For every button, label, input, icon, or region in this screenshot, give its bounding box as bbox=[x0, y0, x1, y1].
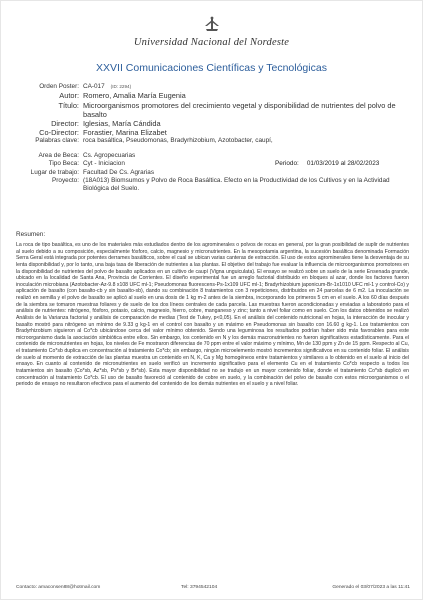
area-row bbox=[1, 152, 423, 160]
beca-type-row bbox=[1, 160, 423, 168]
director-row bbox=[1, 119, 423, 128]
co-director-value: Forastier, Marina Elizabet bbox=[83, 128, 167, 138]
director-value: Iglesias, María Cándida bbox=[83, 119, 161, 129]
resumen-label: Resumen: bbox=[16, 231, 46, 238]
project-row bbox=[1, 177, 423, 194]
university-name: Universidad Nacional del Nordeste bbox=[133, 37, 290, 48]
period bbox=[275, 160, 379, 168]
footer-generated: Generado el 03/07/2023 a las 11:41 bbox=[332, 585, 410, 590]
header bbox=[1, 1, 422, 74]
beca-type-label: Tipo Beca: bbox=[48, 160, 79, 168]
university-logo-icon bbox=[202, 15, 222, 35]
area-value: Cs. Agropecuarias bbox=[83, 151, 136, 159]
poster-id: (ID: 2294) bbox=[110, 84, 132, 89]
keywords-row bbox=[1, 137, 423, 145]
co-director-label: Co-Director: bbox=[39, 128, 79, 138]
period-value: 01/03/2019 al 28/02/2023 bbox=[306, 160, 380, 168]
project-value: (18A013) Biomsumos y Polvo de Roca Basáltica. Efecto en la Productividad de los Cultivos y en la Actividad Biológica del Suelo. bbox=[83, 177, 390, 193]
footer-tel: Tel: 3794542104 bbox=[181, 585, 218, 590]
footer-contact: Contacto: amaconsen88@hotmail.com bbox=[16, 585, 101, 590]
workplace-label: Lugar de trabajo: bbox=[30, 168, 79, 176]
order-poster-value: CA-017 bbox=[83, 83, 105, 90]
title-value: Microorganismos promotores del crecimiento vegetal y disponibilidad de nutrientes del polvo de basalto bbox=[83, 100, 396, 119]
author-label: Autor: bbox=[59, 91, 79, 101]
keywords-label: Palabras clave: bbox=[35, 137, 79, 145]
beca-type-value: Cyt - Iniciacion bbox=[83, 160, 125, 168]
area-label: Area de Beca: bbox=[38, 151, 79, 159]
keywords-value: roca basáltica, Pseudomonas, Bradyrhizobium, Azotobacter, caupí, bbox=[83, 137, 273, 145]
director-label: Director: bbox=[51, 119, 79, 129]
order-poster-label: Orden Poster: bbox=[39, 83, 79, 90]
author-row bbox=[1, 91, 423, 100]
workplace-value: Facultad De Cs. Agrarias bbox=[83, 168, 155, 176]
metadata-block bbox=[1, 83, 423, 194]
project-label: Proyecto: bbox=[52, 177, 79, 185]
title-label: Título: bbox=[58, 100, 79, 110]
resumen-text: La roca de tipo basáltica, es uno de los materiales más estudiados dentro de los agrominerales o polvos de rocas en general, por la gran posibilidad de suplir de nutrientes al suelo debido a su composición, especialmente fósforo, calcio, magnesio y micronutrientes. En la mesopotamia argentina, la sucesión basáltica denominada Formación Serra Geral está integrada por potentes derrames basálticos, sobre el cual se ubican varias canteras de extracción. El uso de estos agrominerales tiene la desventaja de su lenta disponibilidad y, por lo tanto, una baja tasa de liberación de nutrientes a las plantas. El objetivo del trabajo fue evaluar la influencia de microorganismos promotores en la disponibilidad de nutrientes del polvo de basalto aplicados en un cultivo de caupí (Vigna unguiculata). El ensayo se realizó sobre un suelo de la serie Ensenada grande, ubicado en la localidad de Santa Ana, Provincia de Corrientes. El diseño experimental fue un arreglo factorial distribuido en bloques al azar, donde los factores fueron inoculación microbiana (Azotobacter-Az-9.8 x108 UFC ml-1; Pseudomonas fluorescens-Ps-1x109 UFC ml-1; Bradyrhizobium japonicum-Br-1x1010 UFC ml-1 y control-Co) y aplicación de basalto (con basalto-cb y sin basalto-sb), dando su combinación 8 tratamientos con 3 repeticiones, distribuidos en 24 parcelas de 6 m2. La inoculación se realizó en semilla y el polvo de basalto se aplicó al suelo en una dosis de 1 kg m-2 antes de la siembra, incorporando los primeros 5 cm en el suelo. A los 60 días después de la siembra se tomaron muestras foliares y de suelo de los dos líneos centrales de cada parcela. Las muestras fueron acondicionadas y enviadas a laboratorio para el análisis de nutrientes: nitrógeno, fósforo, potasio, calcio, magnesio, hierro, cobre, manganeso y zinc; tanto a nivel foliar como en suelo. Con los datos obtenidos se realizó Análisis de la Varianza factorial y análisis de comparación de medias (Test de Tukey, p<0,05). En el análisis del contenido nutricional en hojas, la interacción de inocular y basalto mostró para nitrógeno un mínimo de 9.33 g kg-1 en el control con basalto y un máximo en Pseudomonas sin basalto con 16.60 g kg-1. Los tratamientos con Bradyrhizobium siguieron al Co*cb ubicándose cerca del valor mínimo obtenido. Siendo una leguminosa los resultados podrían haber sido más favorables para este microorganismo dada la asociación simbiótica entre ellos. Sin embargo, los contenido en N y los demás macronutrientes no fueron significativos estadísticamente. Para el contenido de micronutrientes en hojas, los niveles de Fe mostraron diferencias de 70 ppm entre el valor máximo y mínimo, Mn de 130 ppm y Zn de 15 ppm. Respecto al Cu, el tratamiento Co*sb duplica en concentración al tratamiento Co*cb; sin embargo, ningún microelemento mostró incrementos significativos en su contenido foliar. El análisis de suelo al momento de extracción de las plantas muestra un contenido en N, K, Ca y Mg homogéneos entre tratamientos y similares a lo obtenido en el suelo al inicio del ensayo. En cuanto al contenido de micronutrientes en suelo verificó un incremento significativo para el elemento Cu en el tratamiento Co*cb respecto a todos los tratamientos sin basalto (Co*sb, Az*sb, Ps*sb y Br*sb). Esta mayor disponibilidad no se tradujo en un mayor contenido foliar, donde el tratamiento Co*sb duplicó en concentración al tratamiento Co*cb. El uso de basalto favoreció al contenido de cobre en suelo, y la combinación del polvo de basalto con estos microorganismos o el periodo de ensayo no resultaron efectivos para el aumento del contenido de los demás nutrientes en el suelo y a nivel foliar. bbox=[16, 242, 409, 388]
workplace-row bbox=[1, 169, 423, 177]
co-director-row bbox=[1, 128, 423, 137]
order-poster-row bbox=[1, 83, 423, 91]
title-row bbox=[1, 101, 423, 119]
period-label: Periodo: bbox=[275, 160, 299, 168]
event-title: XXVII Comunicaciones Científicas y Tecnológicas bbox=[96, 62, 327, 74]
author-value: Romero, Amalia María Eugenia bbox=[83, 91, 186, 101]
